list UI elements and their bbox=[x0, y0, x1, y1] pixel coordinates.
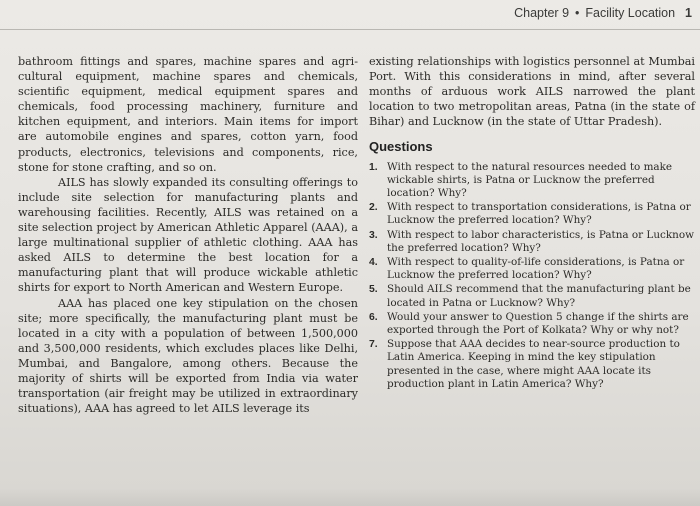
header-rule bbox=[0, 29, 700, 30]
paragraph-exports-imports: bathroom fittings and spares, machine spares and agri-cultural equipment, machine spares and chemicals, scientific equipment, medical equipment spares and chemicals, food processing machinery, furniture and kitchen equipment, and interiors. Main items for import are automobile engines and spares, cotton yarn, food products, electronics, televisions and components, rice, stone for stone crafting, and so on. bbox=[18, 55, 358, 174]
left-column bbox=[18, 54, 358, 416]
chapter-label: Chapter 9 bbox=[514, 6, 570, 20]
question-number: 5. bbox=[369, 284, 378, 296]
question-number: 7. bbox=[369, 339, 378, 351]
question-number: 1. bbox=[369, 161, 378, 173]
page-bottom-shadow bbox=[0, 488, 700, 506]
running-header bbox=[514, 6, 692, 20]
question-text: Should AILS recommend that the manufacturing plant be located in Patna or Lucknow? Why? bbox=[387, 283, 691, 309]
section-title: Facility Location bbox=[585, 6, 676, 20]
question-item bbox=[369, 229, 695, 255]
questions-heading: Questions bbox=[369, 139, 433, 155]
question-number: 2. bbox=[369, 202, 378, 214]
right-column bbox=[369, 54, 695, 392]
question-item bbox=[369, 161, 695, 201]
header-separator: • bbox=[575, 6, 580, 20]
page-number: 1 bbox=[685, 6, 692, 20]
questions-list bbox=[369, 161, 695, 391]
question-item bbox=[369, 338, 695, 391]
question-number: 6. bbox=[369, 311, 378, 323]
paragraph-ails-expansion: AILS has slowly expanded its consulting offerings to include site selection for manufacturing plants and warehousing facilities. Recently, AILS was retained on a site selection project by American Athletic Apparel (AAA), a large multinational supplier of athletic clothing. AAA has asked AILS to determine the best location for a manufacturing plant that will produce wickable athletic shirts for export to North American and Western Europe. bbox=[18, 175, 358, 295]
paragraph-location-narrowed: existing relationships with logistics personnel at Mumbai Port. With this considerations in mind, after several months of arduous work AILS narrowed the plant location to two metropolitan areas, Patna (in the state of Bihar) and Lucknow (in the state of Uttar Pradesh). bbox=[369, 55, 695, 129]
question-text: Suppose that AAA decides to near-source production to Latin America. Keeping in mind the key stipulation presented in the case, where might AAA locate its production plant in Latin America? Why? bbox=[387, 338, 680, 390]
question-item bbox=[369, 201, 695, 227]
question-text: With respect to the natural resources needed to make wickable shirts, is Patna or Lucknow the preferred location? Why? bbox=[387, 160, 673, 199]
question-item bbox=[369, 256, 695, 282]
question-number: 4. bbox=[369, 256, 378, 268]
question-text: With respect to transportation considerations, is Patna or Lucknow the preferred location? Why? bbox=[387, 201, 691, 227]
paragraph-aaa-stipulation: AAA has placed one key stipulation on the chosen site; more specifically, the manufacturing plant must be located in a city with a population of between 1,500,000 and 3,500,000 residents, which excludes places like Delhi, Mumbai, and Bangalore, among others. Because the majority of shirts will be exported from India via water transportation (air freight may be utilized in extraordinary situations), AAA has agreed to let AILS leverage its bbox=[18, 296, 358, 416]
question-item bbox=[369, 283, 695, 309]
question-number: 3. bbox=[369, 229, 378, 241]
question-text: With respect to quality-of-life considerations, is Patna or Lucknow the preferred location? Why? bbox=[387, 255, 685, 282]
question-text: Would your answer to Question 5 change if the shirts are exported through the Port of Kolkata? Why or why not? bbox=[387, 310, 689, 336]
question-text: With respect to labor characteristics, is Patna or Lucknow the preferred location? Why? bbox=[387, 228, 694, 254]
question-item bbox=[369, 311, 695, 337]
